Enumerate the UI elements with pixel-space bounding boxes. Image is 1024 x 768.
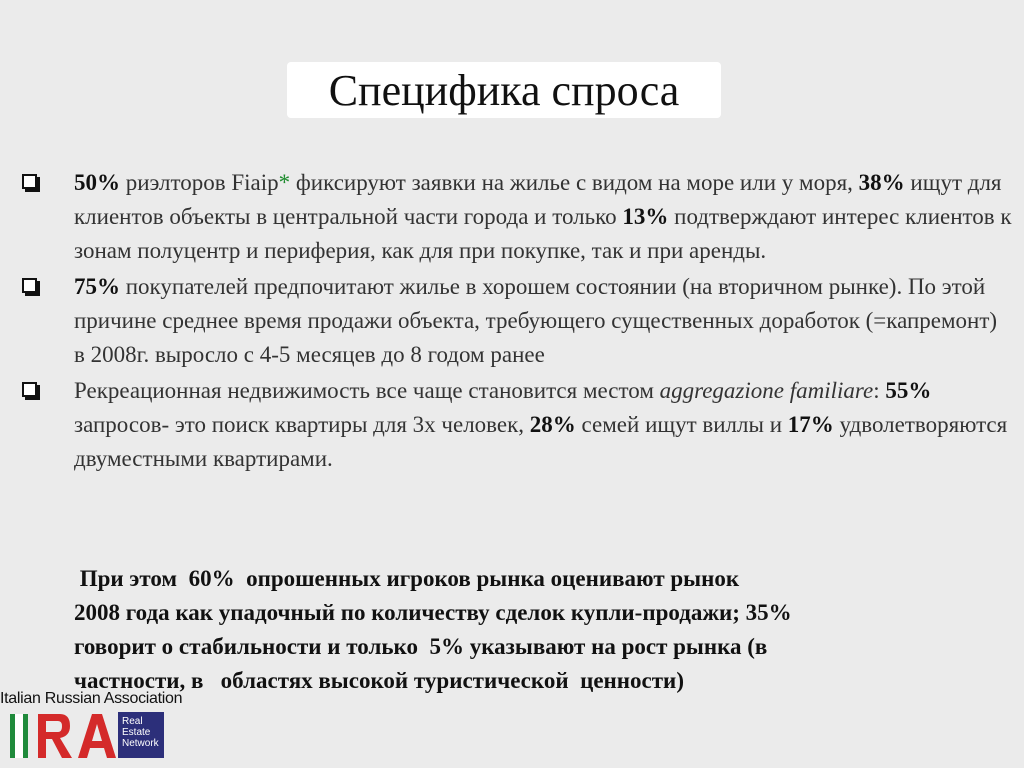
bullet-3-italic: aggregazione familiare	[659, 378, 874, 403]
bullet-list	[22, 166, 1012, 476]
summary-line-4: частности, в областях высокой туристической ценности)	[74, 668, 684, 693]
bullet-2-percent-75: 75%	[74, 274, 120, 299]
bullet-3-percent-28: 28%	[529, 412, 576, 437]
bullet-item-1	[22, 166, 1012, 268]
summary-line-1: При этом 60% опрошенных игроков рынка оценивают рынок	[74, 566, 740, 591]
ira-letters-logo	[8, 714, 118, 758]
bullet-1-text-a: риэлторов Fiaip	[120, 170, 279, 195]
bullet-3-text-a: Рекреационная недвижимость все чаще становится местом	[74, 378, 660, 403]
summary-line-3: говорит о стабильности и только 5% указывают на рост рынка (в	[74, 634, 768, 659]
bullet-3-text-d: семей ищут виллы и	[575, 412, 788, 437]
badge-line-1: Real	[122, 716, 143, 727]
badge-line-2: Estate	[122, 727, 151, 738]
summary-paragraph	[74, 562, 994, 698]
bullet-1-percent-13: 13%	[622, 204, 669, 229]
bullet-1-text-c: ищут для клиентов объекты в центральной части города и только	[74, 170, 1002, 229]
bullet-1-percent-38: 38%	[858, 170, 905, 195]
bullet-1-text-b: фиксируют заявки на жилье с видом на море или у моря,	[290, 170, 859, 195]
ira-logo	[0, 690, 183, 768]
checkbox-bullet-icon	[22, 382, 37, 397]
bullet-item-3	[22, 374, 1012, 476]
bullet-3-percent-17: 17%	[787, 412, 834, 437]
bullet-2-text: покупателей предпочитают жилье в хорошем состоянии (на вторичном рынке). По этой причине среднее время продажи объекта, требующего существенных доработок (=капремонт) в 2008г. выросло с 4-5 месяцев до 8 годом ранее	[74, 274, 998, 367]
checkbox-bullet-icon	[22, 278, 37, 293]
bullet-3-percent-55: 55%	[885, 378, 932, 403]
slide-title: Специфика спроса	[287, 62, 721, 118]
real-estate-network-badge	[118, 712, 164, 758]
logo-caption: Italian Russian Association	[0, 690, 183, 707]
bullet-3-text-e: удволетворяются двуместными квартирами.	[74, 412, 1008, 471]
summary-line-2: 2008 года как упадочный по количеству сделок купли-продажи; 35%	[74, 600, 792, 625]
bullet-3-text-b: :	[873, 378, 886, 403]
bullet-1-percent-50: 50%	[74, 170, 120, 195]
bullet-3-text-c: запросов- это поиск квартиры для 3х человек,	[74, 412, 530, 437]
badge-line-3: Network	[122, 738, 159, 749]
checkbox-bullet-icon	[22, 174, 37, 189]
bullet-1-star: *	[278, 170, 291, 195]
bullet-1-text-d: подтверждают интерес клиентов к зонам полуцентр и периферия, как для при покупке, так и при аренды.	[74, 204, 1012, 263]
bullet-item-2	[22, 270, 1012, 372]
